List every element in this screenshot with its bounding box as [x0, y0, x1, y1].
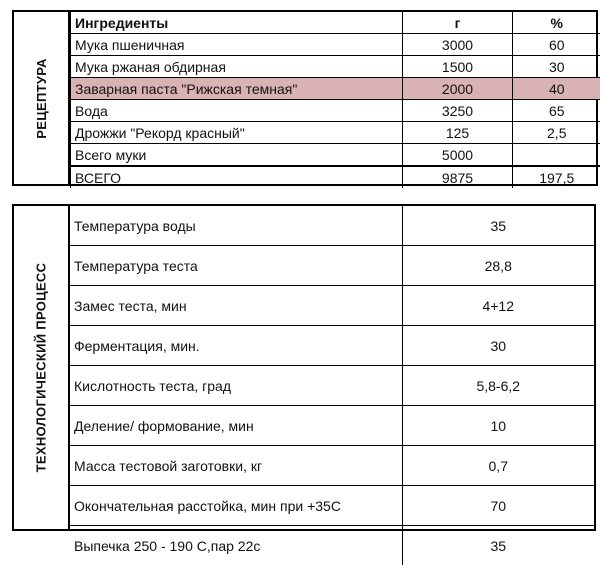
- process-section-label: [14, 206, 70, 529]
- process-step-value: 30: [402, 326, 594, 366]
- process-step-value: 28,8: [402, 246, 594, 286]
- ingredient-grams: 2000: [403, 78, 513, 100]
- ingredient-name: Мука ржаная обдирная: [71, 56, 403, 78]
- ingredient-grams: 125: [403, 122, 513, 144]
- process-step-name: Масса тестовой заготовки, кг: [70, 446, 402, 486]
- table-row: [70, 326, 594, 366]
- ingredient-percent: 60: [513, 34, 600, 56]
- process-step-name: Деление/ формование, мин: [70, 406, 402, 446]
- process-step-name: Температура теста: [70, 246, 402, 286]
- process-step-name: Окончательная расстойка, мин при +35С: [70, 486, 402, 526]
- header-grams: г: [403, 12, 513, 34]
- header-ingredients: Ингредиенты: [71, 12, 403, 34]
- total-grams: 9875: [403, 166, 513, 188]
- process-label-text: ТЕХНОЛОГИЧЕСКИЙ ПРОЦЕСС: [34, 263, 49, 473]
- process-step-value: 5,8-6,2: [402, 366, 594, 406]
- process-step-name: Выпечка 250 - 190 С,пар 22с: [70, 526, 402, 565]
- process-step-value: 4+12: [402, 286, 594, 326]
- table-row: [70, 446, 594, 486]
- process-step-name: Температура воды: [70, 206, 402, 246]
- ingredient-percent: 30: [513, 56, 600, 78]
- ingredient-grams: 1500: [403, 56, 513, 78]
- recipe-header-row: [71, 12, 600, 34]
- ingredient-percent: 65: [513, 100, 600, 122]
- table-row: [70, 366, 594, 406]
- ingredient-name: Всего муки: [71, 144, 403, 167]
- ingredient-grams: 3000: [403, 34, 513, 56]
- ingredient-name: Вода: [71, 100, 403, 122]
- total-row: [71, 166, 600, 188]
- table-row: [71, 34, 600, 56]
- table-row: [70, 406, 594, 446]
- process-step-value: 70: [402, 486, 594, 526]
- recipe-section: [12, 10, 598, 186]
- process-step-value: 35: [402, 526, 594, 565]
- recipe-label-text: РЕЦЕПТУРА: [34, 58, 49, 139]
- table-row: [70, 486, 594, 526]
- ingredient-percent: 2,5: [513, 122, 600, 144]
- table-row-highlighted: [71, 78, 600, 100]
- table-row: [71, 144, 600, 167]
- table-row: [71, 122, 600, 144]
- total-percent: 197,5: [513, 166, 600, 188]
- process-step-value: 0,7: [402, 446, 594, 486]
- ingredient-grams: 3250: [403, 100, 513, 122]
- table-row: [70, 526, 594, 565]
- table-row: [70, 286, 594, 326]
- table-row: [71, 100, 600, 122]
- table-row: [70, 246, 594, 286]
- ingredient-name: Дрожжи "Рекорд красный": [71, 122, 403, 144]
- ingredient-grams: 5000: [403, 144, 513, 167]
- recipe-table: [70, 12, 600, 188]
- total-name: ВСЕГО: [71, 166, 403, 188]
- process-step-name: Ферментация, мин.: [70, 326, 402, 366]
- process-step-name: Кислотность теста, град: [70, 366, 402, 406]
- ingredient-percent: [513, 144, 600, 167]
- process-step-value: 10: [402, 406, 594, 446]
- process-section: [12, 204, 596, 531]
- ingredient-name: Заварная паста "Рижская темная": [71, 78, 403, 100]
- table-row: [71, 56, 600, 78]
- ingredient-percent: 40: [513, 78, 600, 100]
- process-table: [70, 206, 594, 565]
- header-percent: %: [513, 12, 600, 34]
- recipe-section-label: [14, 12, 70, 184]
- process-step-name: Замес теста, мин: [70, 286, 402, 326]
- table-row: [70, 206, 594, 246]
- ingredient-name: Мука пшеничная: [71, 34, 403, 56]
- process-step-value: 35: [402, 206, 594, 246]
